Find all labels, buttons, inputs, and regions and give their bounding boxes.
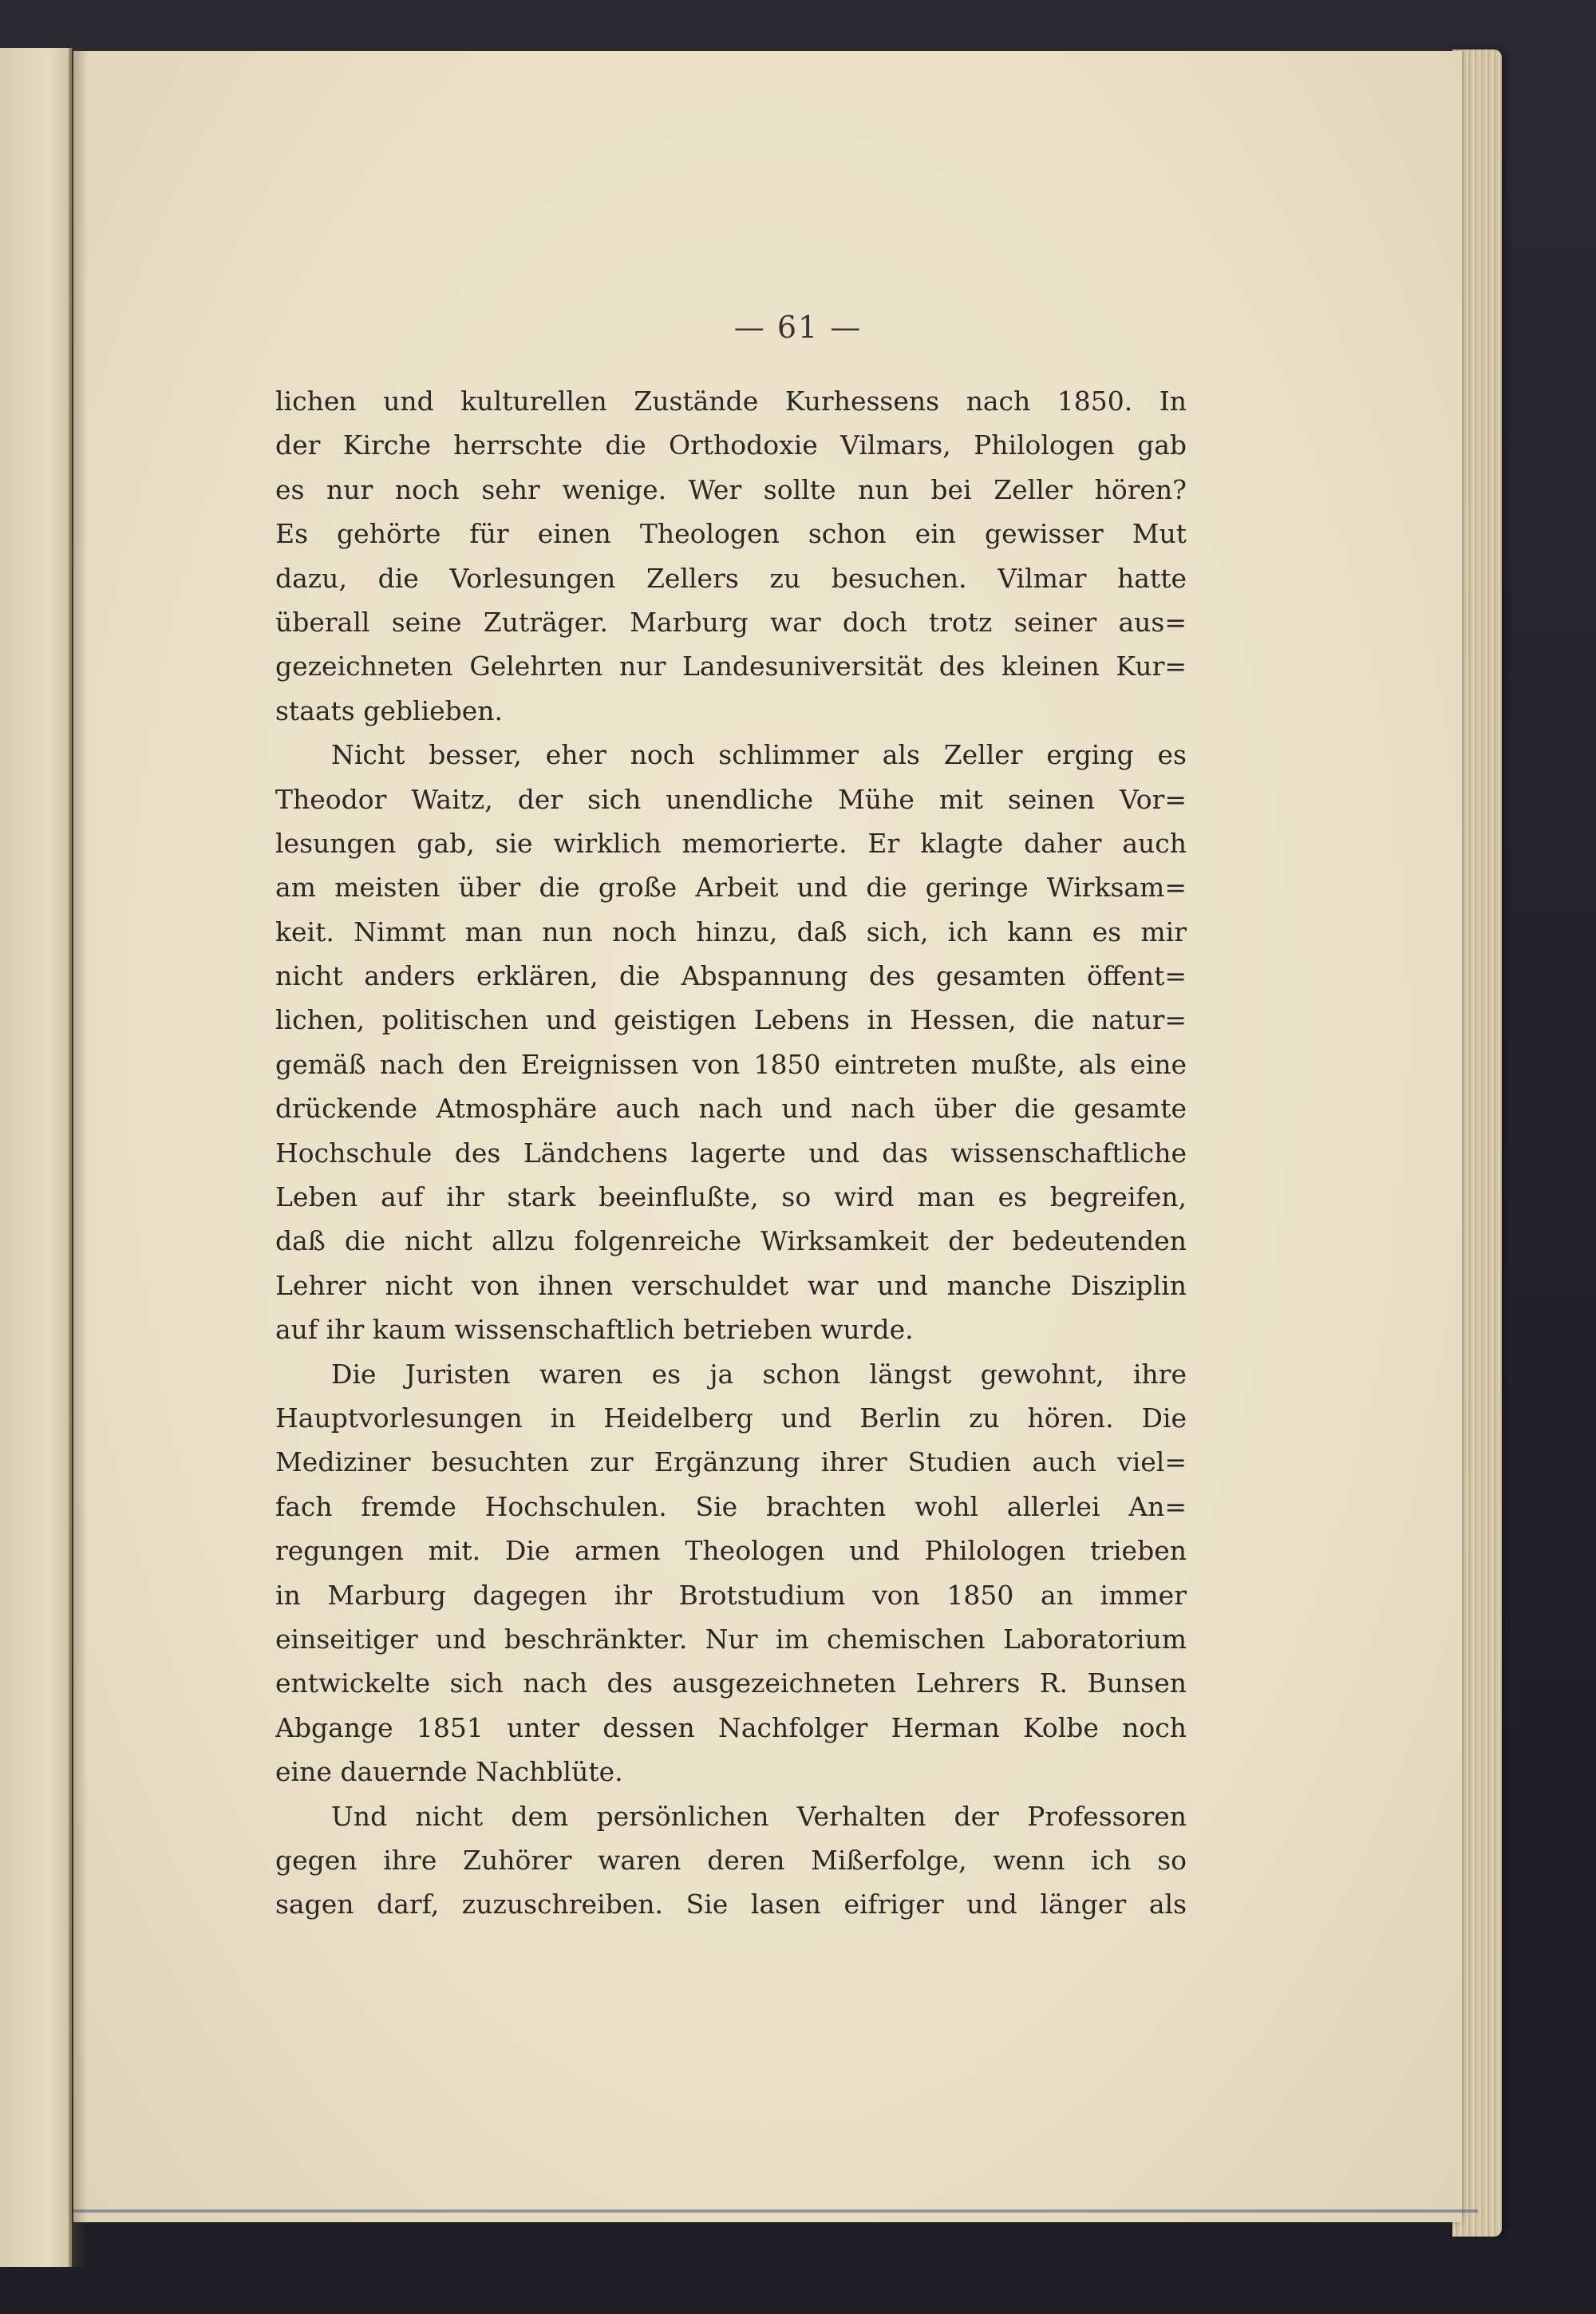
text-line: Die Juristen waren es ja schon längst gewohnt, ihre [331,1358,1187,1390]
text-line: fach fremde Hochschulen. Sie brachten wohl allerlei An= [275,1490,1187,1522]
text-line: in Marburg dagegen ihr Brotstudium von 1850 an immer [275,1579,1187,1611]
text-line: Theodor Waitz, der sich unendliche Mühe mit seinen Vor= [275,783,1187,815]
text-line: es nur noch sehr wenige. Wer sollte nun bei Zeller hören? [275,473,1187,505]
text-line: keit. Nimmt man nun noch hinzu, daß sich, ich kann es mir [275,916,1187,947]
text-line: der Kirche herrschte die Orthodoxie Vilmars, Philologen gab [275,429,1187,461]
text-line: Lehrer nicht von ihnen verschuldet war und manche Disziplin [275,1269,1187,1301]
gutter-shadow [69,48,88,2267]
text-line: drückende Atmosphäre auch nach und nach über die gesamte [275,1093,1187,1125]
text-line: auf ihr kaum wissenschaftlich betrieben wurde. [275,1314,914,1346]
text-line: Und nicht dem persönlichen Verhalten der Professoren [331,1800,1187,1832]
text-line: überall seine Zuträger. Marburg war doch trotz seiner aus= [275,606,1187,638]
text-line: nicht anders erklären, die Abspannung des gesamten öffent= [275,960,1187,992]
text-line: regungen mit. Die armen Theologen und Philologen trieben [275,1535,1187,1567]
text-line: lichen und kulturellen Zustände Kurhessens nach 1850. In [275,386,1187,417]
text-line: Es gehörte für einen Theologen schon ein gewisser Mut [275,518,1187,550]
left-page-edge [0,48,72,2267]
text-line: lesungen gab, sie wirklich memorierte. Er klagte daher auch [275,827,1187,859]
text-line: einseitiger und beschränkter. Nur im chemischen Laboratorium [275,1623,1187,1655]
text-line: am meisten über die große Arbeit und die geringe Wirksam= [275,872,1187,904]
text-line: gegen ihre Zuhörer waren deren Mißerfolge, wenn ich so [275,1844,1187,1876]
text-line: eine dauernde Nachblüte. [275,1756,623,1788]
text-line: Abgange 1851 unter dessen Nachfolger Herman Kolbe noch [275,1711,1187,1743]
text-line: Nicht besser, eher noch schlimmer als Zeller erging es [331,739,1187,771]
text-line: Hauptvorlesungen in Heidelberg und Berlin zu hören. Die [275,1402,1187,1434]
text-line: gezeichneten Gelehrten nur Landesuniversität des kleinen Kur= [275,651,1187,682]
body-text [275,379,1187,1927]
text-line: gemäß nach den Ereignissen von 1850 eintreten mußte, als eine [275,1048,1187,1080]
bottom-edge-line [73,2209,1478,2213]
text-line: staats geblieben. [275,694,504,726]
page-number: — 61 — [733,310,863,345]
text-line: Leben auf ihr stark beeinflußte, so wird man es begreifen, [275,1181,1187,1213]
text-line: Mediziner besuchten zur Ergänzung ihrer Studien auch viel= [275,1446,1187,1478]
text-line: dazu, die Vorlesungen Zellers zu besuchen. Vilmar hatte [275,562,1187,594]
text-line: sagen darf, zuzuschreiben. Sie lasen eifriger und länger als [275,1889,1187,1920]
text-line: lichen, politischen und geistigen Lebens in Hessen, die natur= [275,1004,1187,1036]
text-line: Hochschule des Ländchens lagerte und das wissenschaftliche [275,1137,1187,1169]
text-line: daß die nicht allzu folgenreiche Wirksamkeit der bedeutenden [275,1225,1187,1257]
text-line: entwickelte sich nach des ausgezeichneten Lehrers R. Bunsen [275,1667,1187,1699]
